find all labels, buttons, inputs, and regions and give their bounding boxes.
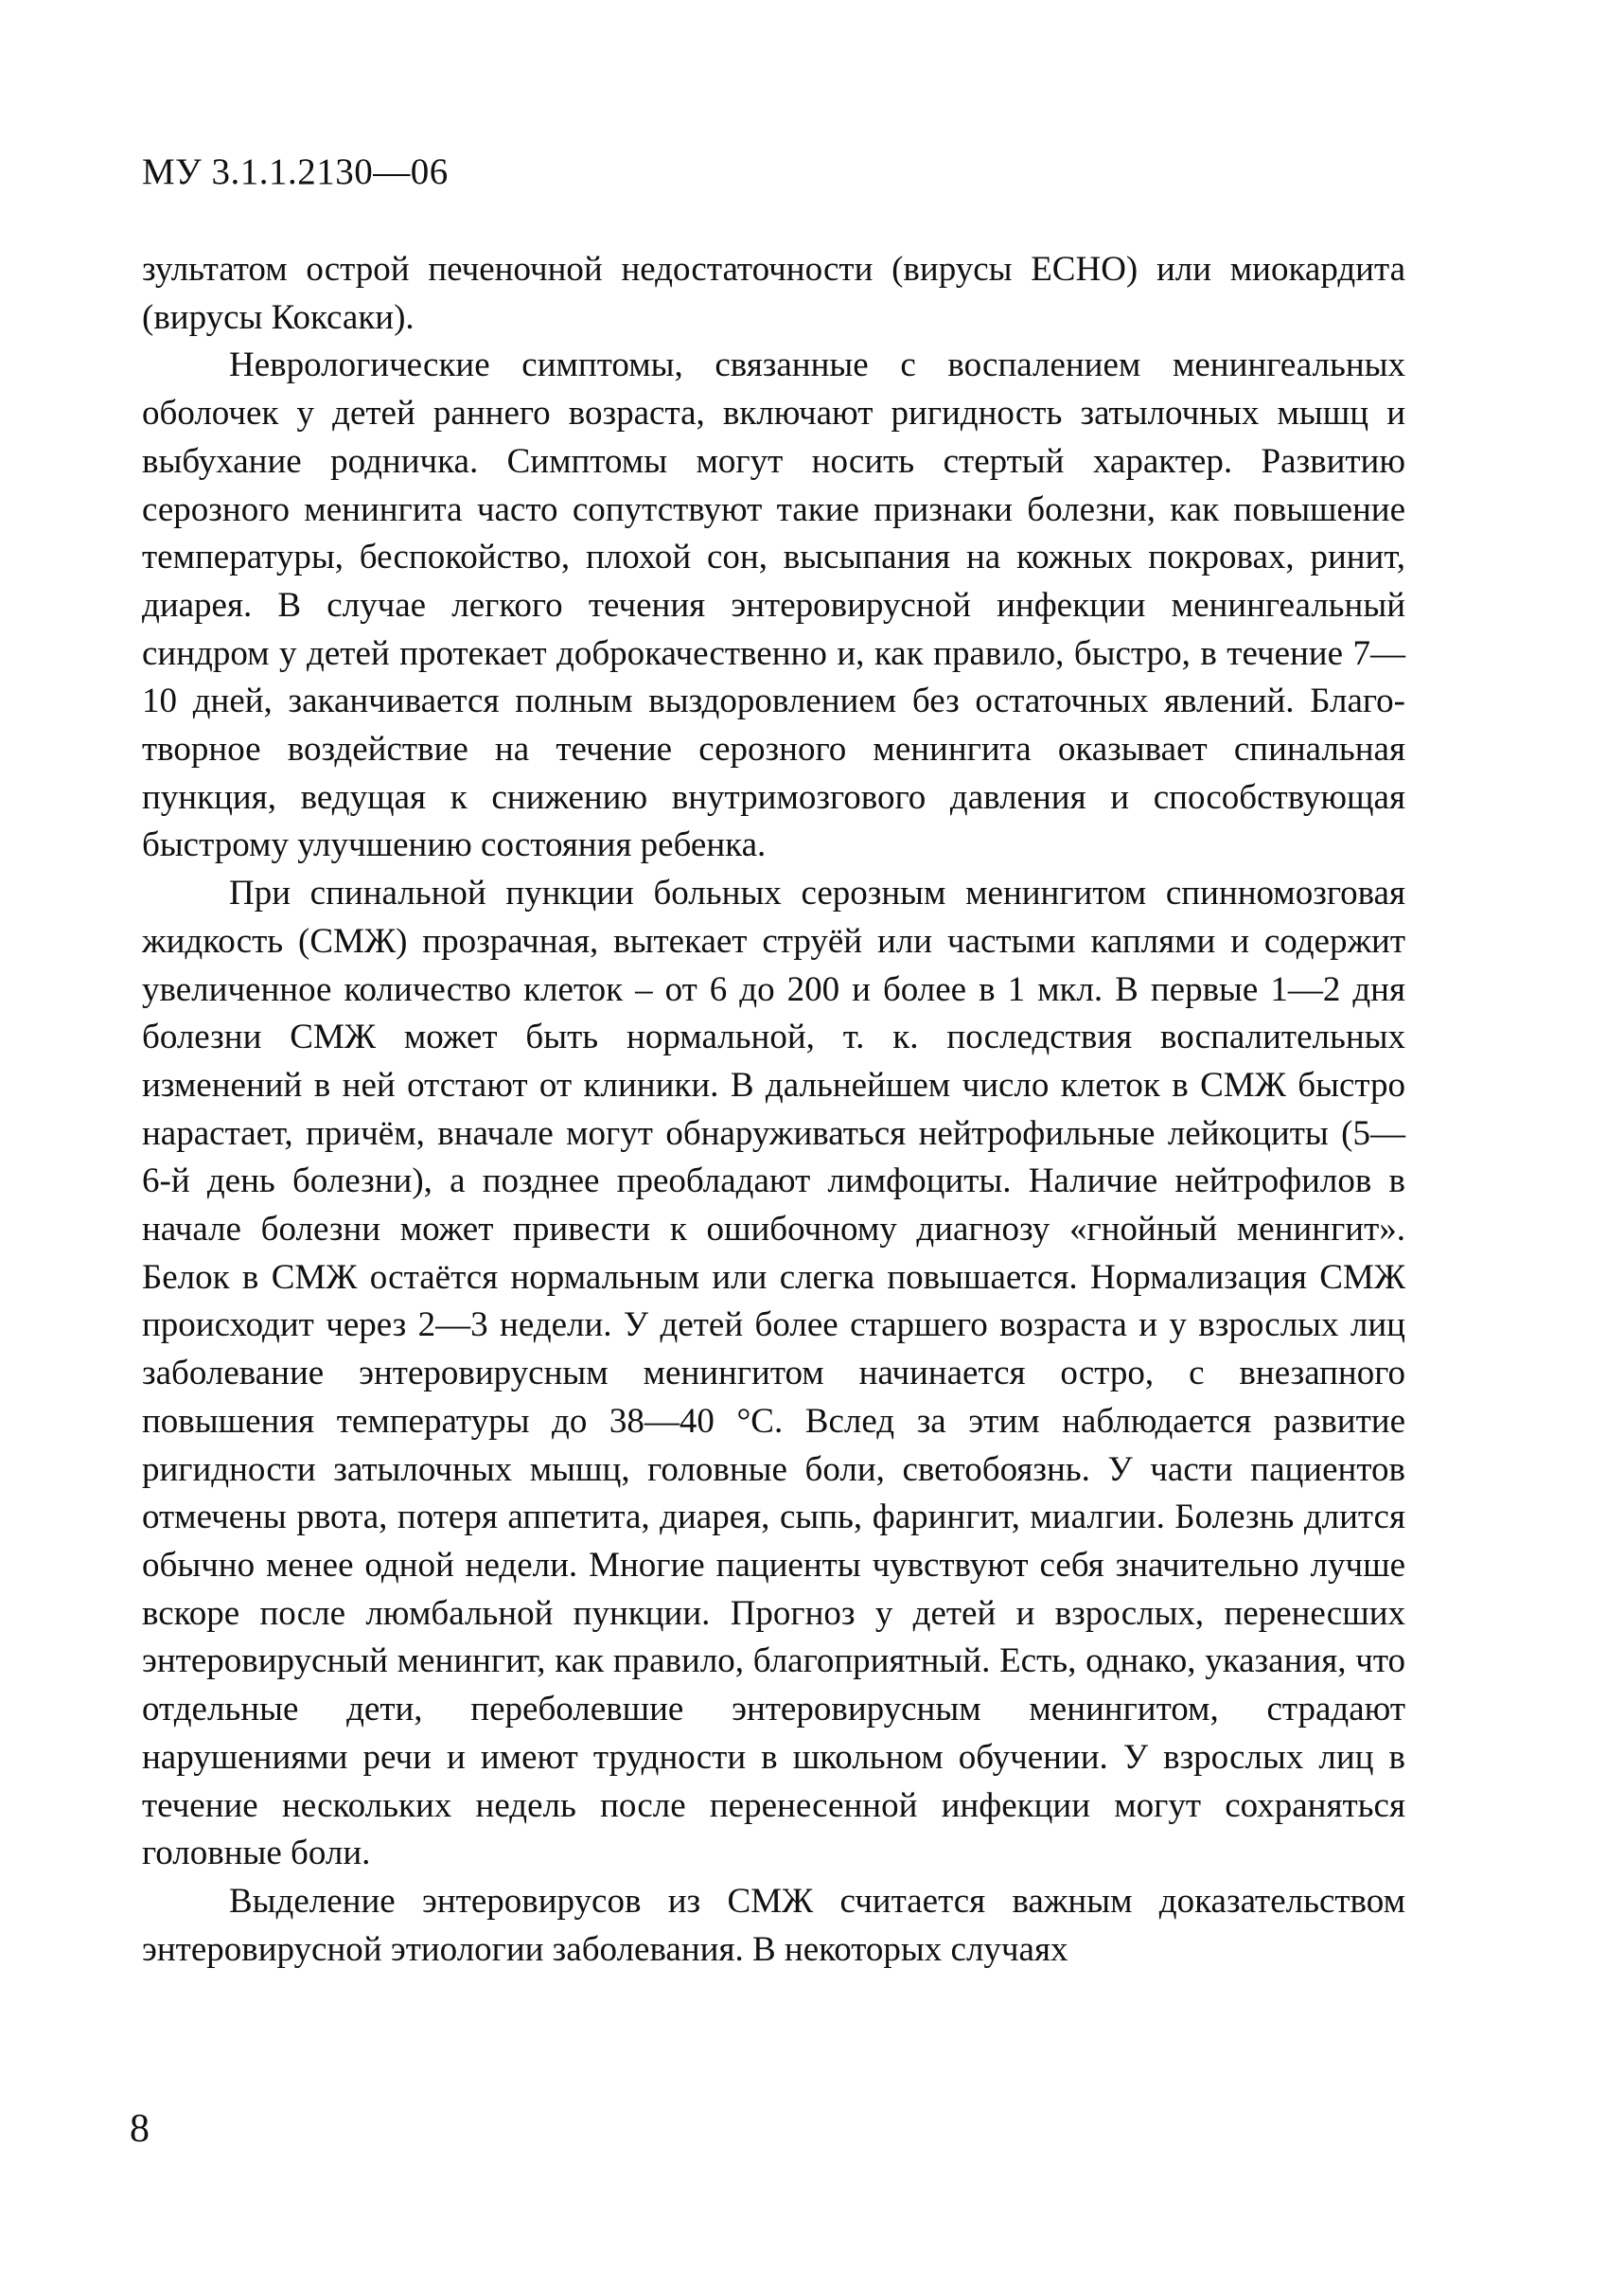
paragraph-virus-isolation: Выделение энтеровирусов из СМЖ считается важным доказательством энтеровирусной этиологии заболевания. В некоторых случаях — [142, 1881, 1405, 1969]
page-number: 8 — [130, 2107, 150, 2151]
paragraph-neurological-symptoms: Неврологические симптомы, связанные с воспалением менингеальных оболочек у детей раннего возраста, включают ригидность затылочных мышц и выбухание родничка. Симптомы могут носить стертый характер. Развитию серозного менингита часто сопутствуют такие признаки болезни, как повышение температуры, беспокойство, плохой сон, высыпания на кожных покровах, ринит, диарея. В случае легкого течения энтеровирусной инфекции менингеальный синдром у детей протекает доброкачественно и, как правило, быстро, в течение 7—10 дней, заканчивается полным выздоровлением без остаточных явлений. Благотворное воздействие на течение серозного менингита оказывает спинальная пункция, ведущая к снижению внутримозгового давления и способствующая быстрому улучшению состояния ребенка. — [142, 346, 1405, 865]
document-code-header: МУ 3.1.1.2130—06 — [142, 151, 449, 192]
body-text — [142, 246, 1405, 1974]
paragraph-spinal-puncture: При спинальной пункции больных серозным менингитом спинномозговая жидкость (СМЖ) прозрачная, вытекает струёй или частыми каплями и содержит увеличенное количество клеток – от 6 до 200 и более в 1 мкл. В первые 1—2 дня болезни СМЖ может быть нормальной, т. к. последствия воспалительных изменений в ней отстают от клиники. В дальнейшем число клеток в СМЖ быстро нарастает, причём, вначале могут обнаруживаться нейтрофильные лейкоциты (5—6-й день болезни), а позднее преобладают лимфоциты. Наличие нейтрофилов в начале болезни может привести к ошибочному диагнозу «гнойный менингит». Белок в СМЖ остаётся нормальным или слегка повышается. Нормализация СМЖ происходит через 2—3 недели. У детей более старшего возраста и у взрослых лиц заболевание энтеровирусным менингитом начинается остро, с внезапного повышения температуры до 38—40 °С. Вслед за этим наблюдается развитие ригидности затылочных мышц, головные боли, светобоязнь. У части пациентов отмечены рвота, потеря аппетита, диарея, сыпь, фарингит, миалгии. Болезнь длится обычно менее одной недели. Многие пациенты чувствуют себя значительно лучше вскоре после люмбальной пункции. Прогноз у детей и взрослых, перенесших энтеровирусный менингит, как правило, благоприятный. Есть, однако, указания, что отдельные дети, переболевшие энтеровирусным менингитом, страдают нарушениями речи и имеют трудности в школьном обучении. У взрослых лиц в течение нескольких недель после перенесенной инфекции могут сохраняться головные боли. — [142, 874, 1405, 1873]
paragraph-continuation: зультатом острой печеночной недостаточности (вирусы ЕСНО) или миокардита (вирусы Коксаки). — [142, 250, 1405, 337]
